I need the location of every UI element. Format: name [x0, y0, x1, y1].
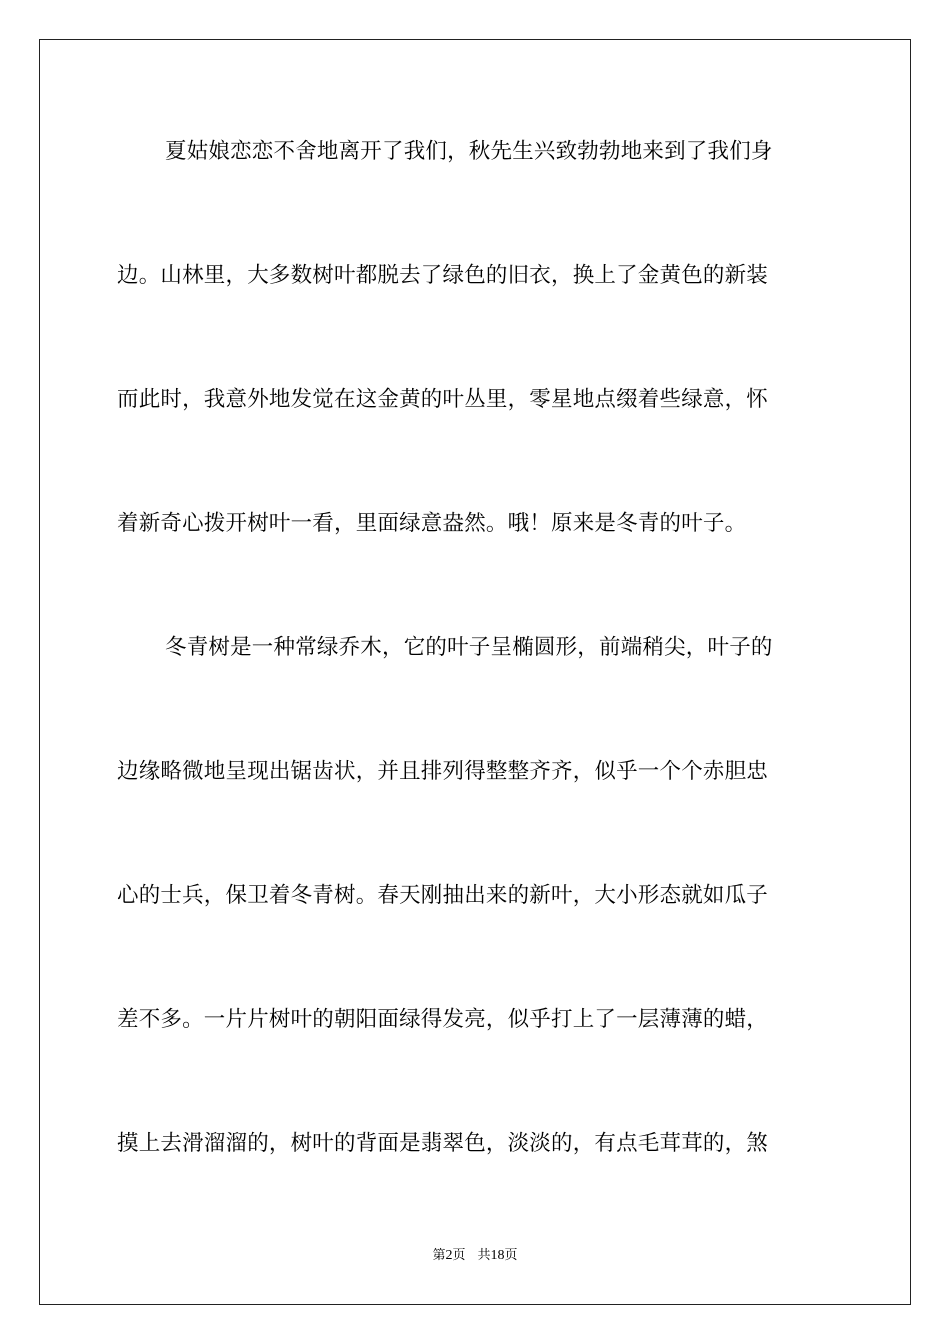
- page-suffix: 页: [452, 1248, 466, 1263]
- document-body: [117, 128, 833, 1244]
- text-line-2: 边。山林里，大多数树叶都脱去了绿色的旧衣，换上了金黄色的新装: [117, 263, 769, 288]
- text-line-1: 夏姑娘恋恋不舍地离开了我们，秋先生兴致勃勃地来到了我们身: [165, 139, 773, 164]
- total-prefix: 共: [477, 1248, 491, 1263]
- text-line-4: 着新奇心拨开树叶一看，里面绿意盎然。哦！原来是冬青的叶子。: [117, 511, 747, 536]
- total-suffix: 页: [504, 1248, 518, 1263]
- text-line-8: 差不多。一片片树叶的朝阳面绿得发亮，似乎打上了一层薄薄的蜡，: [117, 1007, 769, 1032]
- text-line-6: 边缘略微地呈现出锯齿状，并且排列得整整齐齐，似乎一个个赤胆忠: [117, 759, 769, 784]
- page-prefix: 第: [432, 1248, 446, 1263]
- text-line-9: 摸上去滑溜溜的，树叶的背面是翡翠色，淡淡的，有点毛茸茸的，煞: [117, 1131, 769, 1156]
- text-line-3: 而此时，我意外地发觉在这金黄的叶丛里，零星地点缀着些绿意，怀: [117, 387, 769, 412]
- total-pages: 18: [490, 1248, 505, 1263]
- text-line-5: 冬青树是一种常绿乔木，它的叶子呈椭圆形，前端稍尖，叶子的: [165, 635, 773, 660]
- page-footer: [0, 1246, 950, 1266]
- page-number: 2: [445, 1248, 453, 1263]
- text-line-7: 心的士兵，保卫着冬青树。春天刚抽出来的新叶，大小形态就如瓜子: [117, 883, 769, 908]
